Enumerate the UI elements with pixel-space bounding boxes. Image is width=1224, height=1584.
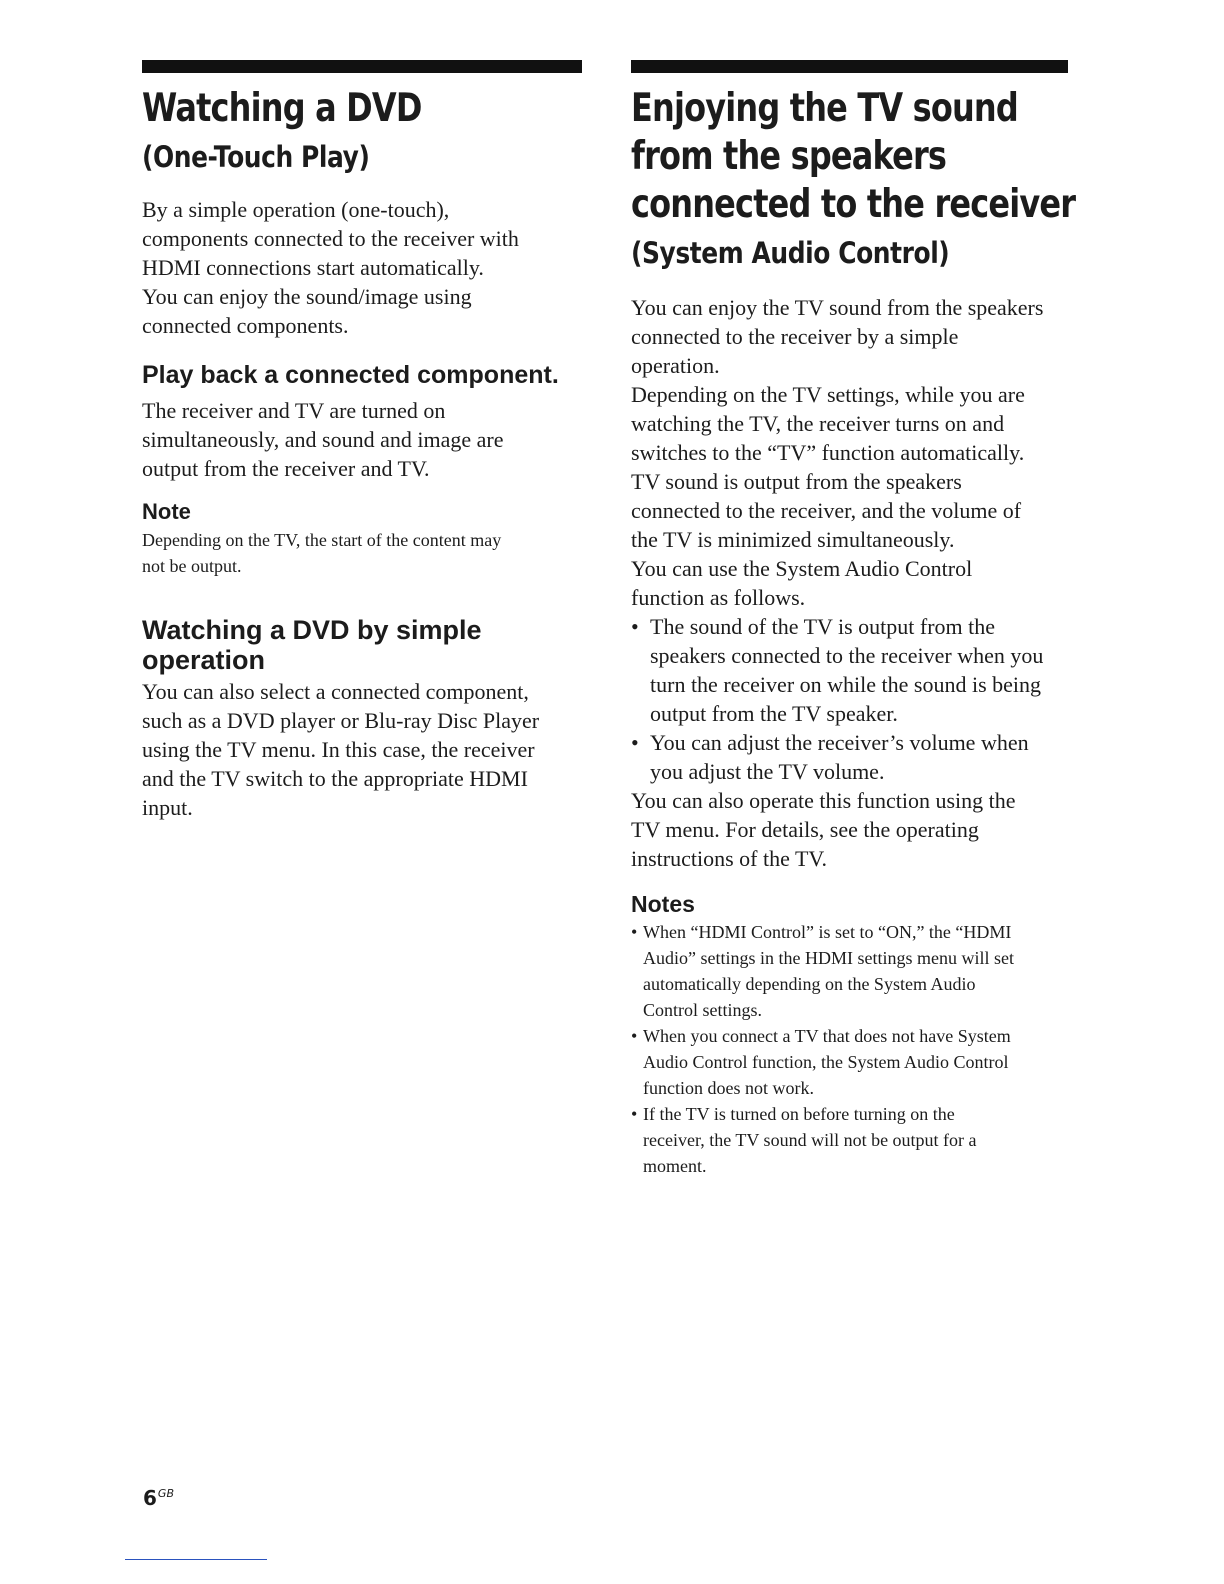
list-item: • The sound of the TV is output from the speakers connected to the receiver when you turn the receiver on while the sound is being output from the TV speaker. <box>631 614 1044 726</box>
left-column <box>142 60 582 822</box>
system-audio-outro: You can also operate this function using the TV menu. For details, see the operating instructions of the TV. <box>631 788 1016 871</box>
page-title-tv-sound: Enjoying the TV sound from the speakers connected to the receiver <box>631 86 1076 227</box>
list-item: • When you connect a TV that does not have System Audio Control function, the System Audio Control function does not work. <box>631 1023 1068 1101</box>
note-text: Depending on the TV, the start of the content may not be output. <box>142 530 502 576</box>
bullet-icon: • <box>631 1026 638 1046</box>
subtitle-system-audio-control: (System Audio Control) <box>631 236 950 270</box>
page-title-watching-dvd: Watching a DVD <box>142 86 422 131</box>
section-rule <box>142 60 582 73</box>
list-item: • You can adjust the receiver’s volume when you adjust the TV volume. <box>631 730 1029 784</box>
bullet-icon: • <box>631 1104 638 1124</box>
bullet-icon: • <box>631 614 639 639</box>
page-number: $6^{GB}$ <box>143 1486 174 1510</box>
bullet-icon: • <box>631 922 638 942</box>
watching-dvd-simple-paragraph: You can also select a connected component, such as a DVD player or Blu-ray Disc Player using the TV menu. In this case, the receiver and the TV switch to the appropriate HDMI input. <box>142 679 540 820</box>
note-heading: Note <box>142 499 191 524</box>
section-rule <box>631 60 1068 73</box>
play-back-paragraph: The receiver and TV are turned on simultaneously, and sound and image are output from the receiver and TV. <box>142 398 504 481</box>
notes-list <box>631 919 1068 1179</box>
list-item: • When “HDMI Control” is set to “ON,” the “HDMI Audio” settings in the HDMI settings menu will set automatically depending on the System Audio Control settings. <box>631 919 1068 1023</box>
subtitle-one-touch-play: (One-Touch Play) <box>142 140 370 174</box>
intro-paragraph: By a simple operation (one-touch), components connected to the receiver with HDMI connections start automatically. You can enjoy the sound/image using connected components. <box>142 197 519 338</box>
footer-divider <box>125 1559 267 1560</box>
page-suffix: GB <box>157 1487 174 1500</box>
notes-heading: Notes <box>631 891 695 917</box>
system-audio-intro: You can enjoy the TV sound from the speakers connected to the receiver by a simple operation. Depending on the TV settings, while you are watching the TV, the receiver turns on and switches to the “TV” function automatically. TV sound is output from the speakers connected to the receiver, and the volume of the TV is minimized simultaneously. You can use the System Audio Control function as follows. <box>631 295 1044 610</box>
list-item: • If the TV is turned on before turning on the receiver, the TV sound will not be output for a moment. <box>631 1101 1068 1179</box>
right-column <box>631 60 1076 1179</box>
bullet-icon: • <box>631 730 639 755</box>
function-bullet-list <box>631 612 1068 786</box>
heading-play-back: Play back a connected component. <box>142 361 559 389</box>
heading-watching-dvd-simple: Watching a DVD by simple operation <box>142 615 482 675</box>
